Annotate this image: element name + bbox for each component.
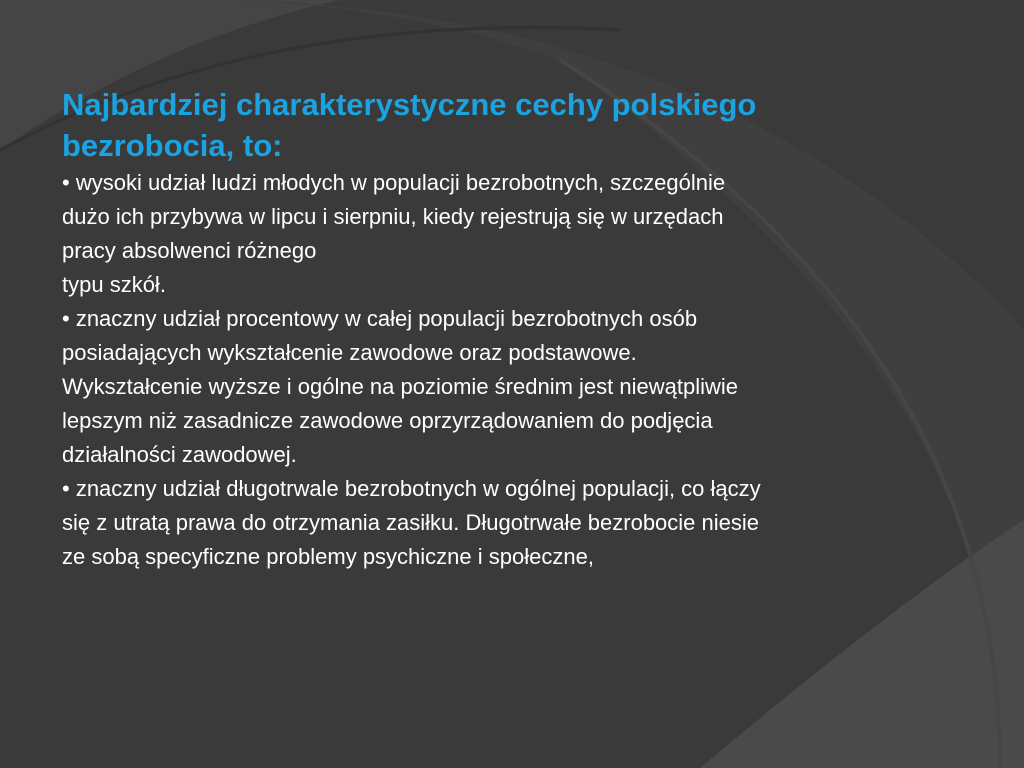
body-line-3: pracy absolwenci różnego — [62, 238, 317, 263]
body-line-2: dużo ich przybywa w lipcu i sierpniu, kiedy rejestrują się w urzędach — [62, 204, 724, 229]
body-line-6: posiadających wykształcenie zawodowe oraz podstawowe. — [62, 340, 637, 365]
body-line-10: • znaczny udział długotrwale bezrobotnych w ogólnej populacji, co łączy — [62, 476, 761, 501]
body-line-5: • znaczny udział procentowy w całej populacji bezrobotnych osób — [62, 306, 698, 331]
body-line-1: • wysoki udział ludzi młodych w populacji bezrobotnych, szczególnie — [62, 170, 726, 195]
body-line-8: lepszym niż zasadnicze zawodowe oprzyrządowaniem do podjęcia — [62, 408, 713, 433]
slide-title-line-1: Najbardziej charakterystyczne cechy polskiego — [62, 87, 757, 122]
body-line-4: typu szkół. — [62, 272, 166, 297]
body-line-11: się z utratą prawa do otrzymania zasiłku. Długotrwałe bezrobocie niesie — [62, 510, 760, 535]
body-line-9: działalności zawodowej. — [62, 442, 297, 467]
body-line-12: ze sobą specyficzne problemy psychiczne i społeczne, — [62, 544, 594, 569]
slide-title-line-2: bezrobocia, to: — [62, 128, 283, 163]
body-line-7: Wykształcenie wyższe i ogólne na poziomie średnim jest niewątpliwie — [62, 374, 738, 399]
slide-content — [62, 84, 982, 574]
